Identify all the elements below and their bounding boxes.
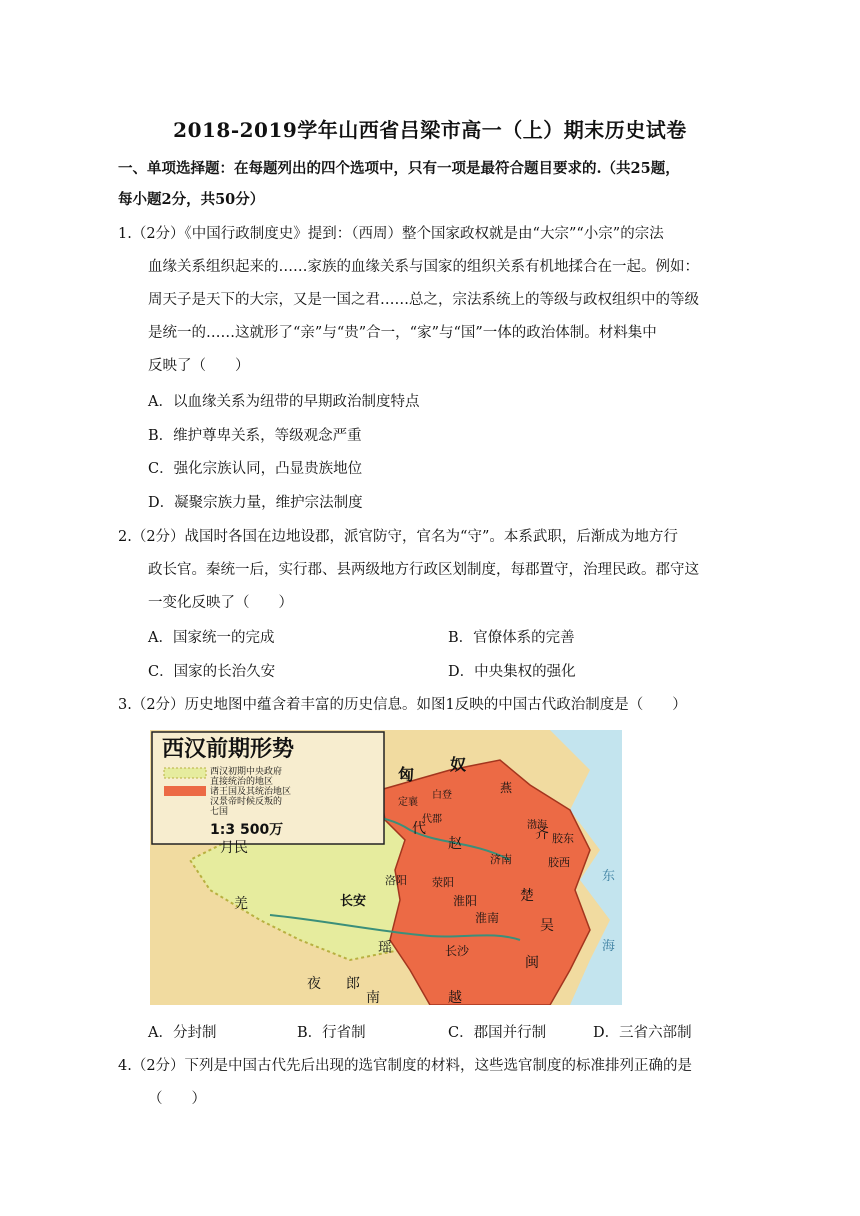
question-2-option-b: B．官僚体系的完善: [448, 630, 575, 646]
place-label: 燕: [500, 781, 513, 795]
place-label: 渤海: [527, 820, 547, 831]
question-1: [118, 218, 740, 383]
place-label: 吴: [540, 918, 554, 934]
place-label: 南: [366, 990, 380, 1005]
western-han-map: [150, 730, 622, 1005]
question-1-option-a: A．以血缘关系为纽带的早期政治制度特点: [148, 394, 420, 410]
question-3: 3.（2分）历史地图中蕴含着丰富的历史信息。如图1反映的中国古代政治制度是（ ）: [118, 697, 687, 713]
question-2-line: 政长官。秦统一后，实行郡、县两级地方行政区划制度，每郡置守，治理民政。郡守这: [148, 562, 699, 578]
place-label: 瑶: [378, 940, 392, 956]
question-3-option-d: D．三省六部制: [593, 1025, 692, 1041]
place-label: 长安: [340, 894, 367, 909]
place-label: 奴: [450, 755, 467, 774]
question-4: [118, 1050, 740, 1116]
question-1-option-d: D．凝聚宗族力量，维护宗法制度: [148, 495, 363, 511]
question-1-line: 血缘关系组织起来的……家族的血缘关系与国家的组织关系有机地揉合在一起。例如：: [148, 259, 699, 275]
place-label: 羌: [234, 896, 248, 912]
place-label: 代: [412, 821, 426, 837]
legend-text: 西汉初期中央政府: [210, 767, 283, 777]
place-label: 洛阳: [385, 874, 407, 887]
question-2-option-a: A．国家统一的完成: [148, 630, 275, 646]
place-label: 长沙: [445, 944, 470, 958]
place-label: 郎: [346, 976, 360, 992]
legend-text: 汉景帝时候反叛的: [210, 797, 283, 807]
legend-swatch-central: [164, 768, 206, 778]
place-label: 荥阳: [432, 876, 454, 889]
place-label: 夜: [307, 976, 321, 992]
place-label: 月民: [220, 840, 248, 856]
question-1-line: 反映了（ ）: [148, 358, 250, 374]
section-heading-line-2: 每小题2分，共50分）: [118, 191, 265, 208]
place-label: 越: [448, 990, 462, 1005]
legend-text: 诸王国及其统治地区: [210, 787, 292, 797]
question-2-option-d: D．中央集权的强化: [448, 664, 576, 680]
question-2-line: 2.（2分）战国时各国在边地设郡，派官防守，官名为“守”。本系武职，后渐成为地方行: [118, 529, 678, 545]
place-label: 胶东: [552, 832, 574, 845]
place-label: 闽: [525, 955, 539, 971]
question-3-option-c: C．郡国并行制: [448, 1025, 547, 1041]
legend-swatch-kingdoms: [164, 786, 206, 796]
place-label: 齐: [535, 826, 549, 842]
section-heading: [118, 153, 738, 215]
exam-title: 2018-2019学年山西省吕梁市高一（上）期末历史试卷: [173, 118, 687, 142]
map-scale: 1:3 500万: [210, 822, 284, 838]
place-label: 海: [602, 939, 616, 954]
question-3-option-b: B．行省制: [297, 1025, 366, 1041]
question-2-line: 一变化反映了（ ）: [148, 595, 293, 611]
place-label: 白登: [432, 790, 452, 801]
place-label: 赵: [448, 836, 462, 852]
place-label: 楚: [520, 888, 534, 904]
legend-text: 直接统治的地区: [210, 777, 274, 787]
question-1-option-c: C．强化宗族认同，凸显贵族地位: [148, 461, 363, 477]
place-label: 代郡: [422, 814, 442, 825]
question-1-line: 1.（2分）《中国行政制度史》提到：（西周）整个国家政权就是由“大宗”“小宗”的宗法: [118, 226, 664, 242]
place-label: 淮阳: [453, 894, 478, 908]
place-label: 济南: [490, 853, 512, 866]
question-4-line: （ ）: [148, 1091, 206, 1107]
question-1-line: 是统一的……这就形了“亲”与“贵”合一，“家”与“国”一体的政治体制。材料集中: [148, 325, 657, 341]
question-3-option-a: A．分封制: [148, 1025, 217, 1041]
question-1-option-b: B．维护尊卑关系，等级观念严重: [148, 428, 362, 444]
place-label: 东: [602, 869, 616, 884]
question-2: [118, 521, 740, 620]
place-label: 淮南: [475, 911, 500, 925]
legend-text: 七国: [210, 807, 229, 817]
place-label: 胶西: [548, 856, 570, 869]
question-2-option-c: C．国家的长治久安: [148, 664, 276, 680]
question-4-line: 4.（2分）下列是中国古代先后出现的选官制度的材料，这些选官制度的标准排列正确的是: [118, 1058, 693, 1074]
place-label: 定襄: [398, 797, 418, 808]
map-title: 西汉前期形势: [162, 736, 295, 762]
place-label: 匈: [398, 765, 415, 784]
section-heading-line-1: 一、单项选择题：在每题列出的四个选项中，只有一项是最符合题目要求的.（共25题，: [118, 160, 680, 177]
question-1-line: 周天子是天下的大宗，又是一国之君……总之，宗法系统上的等级与政权组织中的等级: [148, 292, 699, 308]
